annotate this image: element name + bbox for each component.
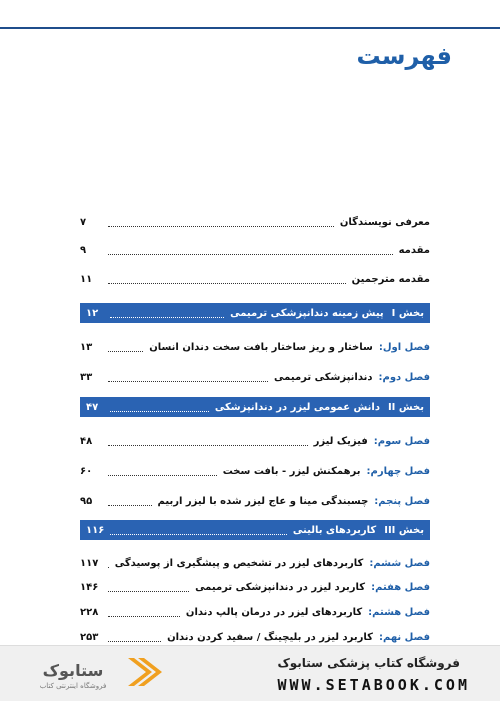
part-number: بخش III bbox=[384, 524, 424, 536]
page-number: ۱۳ bbox=[80, 341, 93, 353]
toc-entry[interactable] bbox=[80, 431, 430, 451]
dot-leader bbox=[108, 343, 143, 352]
chapter-label: فصل هشتم: bbox=[368, 606, 430, 618]
dot-leader bbox=[108, 583, 189, 592]
page-number: ۲۵۳ bbox=[80, 631, 99, 643]
entry-title: مقدمه bbox=[398, 244, 430, 256]
entry-title: ساختار و ریز ساختار بافت سخت دندان انسان bbox=[149, 341, 373, 353]
dot-leader bbox=[108, 275, 346, 284]
top-rule bbox=[0, 27, 500, 29]
chapter-label: فصل هفتم: bbox=[371, 581, 430, 593]
dot-leader bbox=[108, 218, 334, 227]
toc-entry[interactable] bbox=[80, 461, 430, 481]
store-url[interactable]: WWW.SETABOOK.COM bbox=[277, 676, 470, 694]
toc-entry[interactable] bbox=[80, 627, 430, 647]
page-title: فهرست bbox=[356, 42, 452, 70]
page-number: ۱۴۶ bbox=[80, 581, 99, 593]
page-number: ۶۰ bbox=[80, 465, 93, 477]
logo-text: ستابوک bbox=[42, 661, 104, 680]
toc-entry[interactable] bbox=[80, 337, 430, 357]
entry-title: کاربرد لیزر در دندانپزشکی ترمیمی bbox=[195, 581, 366, 593]
toc-part-band[interactable] bbox=[80, 303, 430, 323]
dot-leader bbox=[110, 309, 224, 318]
page-number: ۴۸ bbox=[80, 435, 93, 447]
page-number: ۹ bbox=[80, 244, 87, 256]
part-number: بخش I bbox=[391, 307, 424, 319]
page-number: ۴۷ bbox=[86, 401, 99, 413]
toc-entry[interactable] bbox=[80, 577, 430, 597]
page-number: ۱۱ bbox=[80, 273, 93, 285]
chapter-label: فصل نهم: bbox=[378, 631, 430, 643]
chapter-label: فصل چهارم: bbox=[366, 465, 430, 477]
entry-title: کاربردهای لیزر در تشخیص و پیشگیری از پوسیدگی bbox=[114, 557, 364, 569]
entry-title: مقدمه مترجمین bbox=[351, 273, 430, 285]
entry-title: چسبندگی مینا و عاج لیزر شده با لیزر اربیم bbox=[157, 495, 369, 507]
part-title: کاربردهای بالینی bbox=[292, 524, 377, 536]
dot-leader bbox=[108, 437, 308, 446]
part-title: پیش زمینه دندانپزشکی ترمیمی bbox=[230, 307, 384, 319]
logo-chevron-icon bbox=[128, 658, 162, 686]
dot-leader bbox=[108, 608, 180, 617]
page-number: ۹۵ bbox=[80, 495, 93, 507]
setabook-logo bbox=[18, 652, 168, 692]
part-title: دانش عمومی لیزر در دندانپزشکی bbox=[214, 401, 380, 413]
store-name: فروشگاه کتاب پزشکی ستابوک bbox=[277, 656, 460, 670]
toc-entry[interactable] bbox=[80, 553, 430, 573]
entry-title: کاربردهای لیزر در درمان پالپ دندان bbox=[185, 606, 363, 618]
logo-subtitle: فروشگاه اینترنتی کتاب bbox=[39, 682, 107, 690]
entry-title: کاربرد لیزر در بلیچینگ / سفید کردن دندان bbox=[167, 631, 373, 643]
dot-leader bbox=[108, 373, 268, 382]
page-number: ۷ bbox=[80, 216, 87, 228]
part-number: بخش II bbox=[387, 401, 424, 413]
page-number: ۱۱۷ bbox=[80, 557, 99, 569]
dot-leader bbox=[108, 559, 109, 568]
entry-title: فیزیک لیزر bbox=[313, 435, 368, 447]
toc-entry[interactable] bbox=[80, 602, 430, 622]
chapter-label: فصل دوم: bbox=[378, 371, 430, 383]
toc-part-band[interactable] bbox=[80, 520, 430, 540]
toc-entry[interactable] bbox=[80, 491, 430, 511]
page-number: ۳۳ bbox=[80, 371, 93, 383]
entry-title: دندانپزشکی ترمیمی bbox=[274, 371, 373, 383]
chapter-label: فصل ششم: bbox=[369, 557, 430, 569]
page-number: ۲۲۸ bbox=[80, 606, 99, 618]
chapter-label: فصل اول: bbox=[378, 341, 430, 353]
dot-leader bbox=[108, 633, 161, 642]
dot-leader bbox=[108, 497, 152, 506]
page-number: ۱۱۶ bbox=[86, 524, 105, 536]
page-number: ۱۲ bbox=[86, 307, 99, 319]
toc-entry[interactable] bbox=[80, 212, 430, 232]
dot-leader bbox=[108, 467, 217, 476]
chapter-label: فصل پنجم: bbox=[374, 495, 430, 507]
toc-part-band[interactable] bbox=[80, 397, 430, 417]
dot-leader bbox=[110, 526, 287, 535]
toc-entry[interactable] bbox=[80, 367, 430, 387]
chapter-label: فصل سوم: bbox=[373, 435, 430, 447]
dot-leader bbox=[108, 246, 393, 255]
entry-title: معرفی نویسندگان bbox=[339, 216, 430, 228]
dot-leader bbox=[110, 403, 209, 412]
entry-title: برهمکنش لیزر - بافت سخت bbox=[222, 465, 361, 477]
toc-entry[interactable] bbox=[80, 269, 430, 289]
toc-entry[interactable] bbox=[80, 240, 430, 260]
